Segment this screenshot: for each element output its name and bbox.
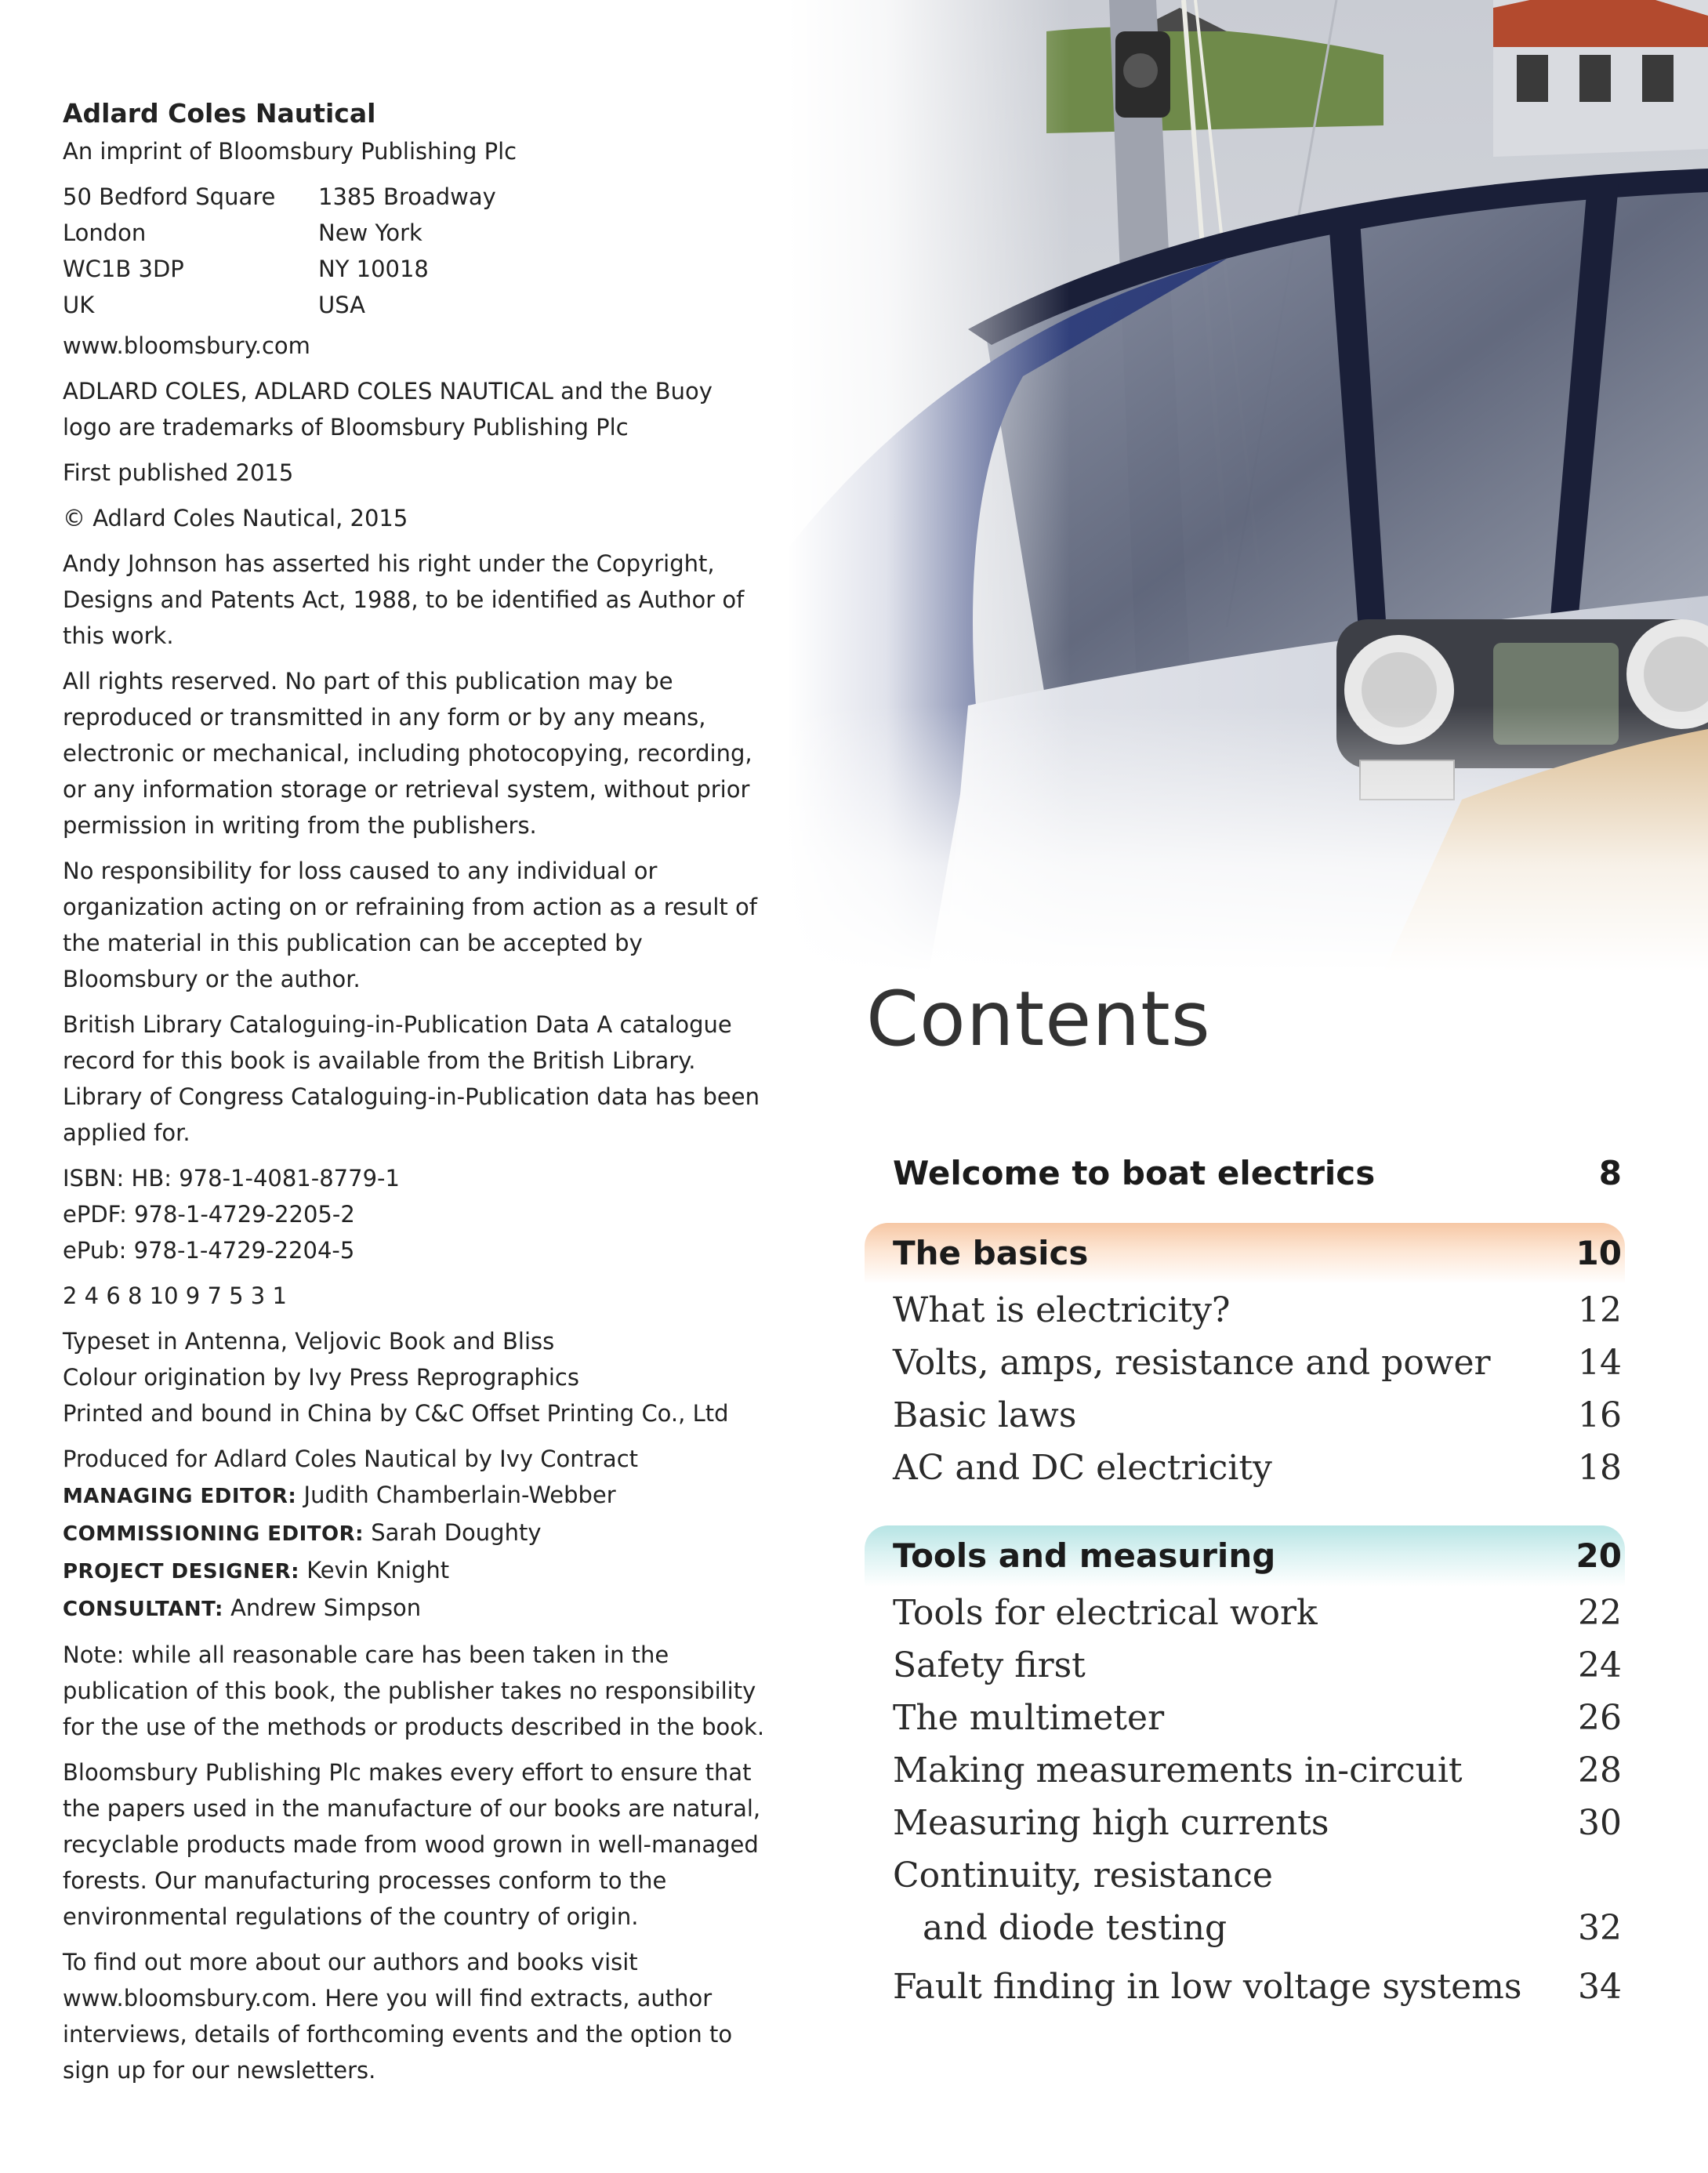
publisher-name: Adlard Coles Nautical xyxy=(63,98,376,129)
toc-entry-title: Tools for electrical work xyxy=(893,1593,1318,1633)
copyright: © Adlard Coles Nautical, 2015 xyxy=(63,505,408,531)
credit-name: Judith Chamberlain-Webber xyxy=(303,1482,616,1508)
address-line: 1385 Broadway xyxy=(318,183,496,210)
contents-title: Contents xyxy=(866,975,1211,1063)
address-line: WC1B 3DP xyxy=(63,256,184,282)
production-line: Printed and bound in China by C&C Offset Printing Co., Ltd xyxy=(63,1400,729,1427)
boat-cockpit-photo xyxy=(788,0,1708,972)
imprint-page xyxy=(63,94,768,2098)
find-out-more: To find out more about our authors and books visit www.bloomsbury.com. Here you will find extracts, author interviews, details of forthcoming events and the option to sign up for our newsletters. xyxy=(63,1949,733,2084)
address-us xyxy=(318,179,574,323)
toc-page-number: 10 xyxy=(1576,1234,1622,1272)
toc-page-number: 32 xyxy=(1578,1908,1622,1948)
address-line: NY 10018 xyxy=(318,256,429,282)
toc-page-number: 16 xyxy=(1578,1395,1622,1435)
toc-entry[interactable] xyxy=(865,1389,1625,1442)
credit-line xyxy=(63,1552,768,1590)
toc-page-number: 8 xyxy=(1598,1154,1622,1192)
toc-entry-title: Fault finding in low voltage systems xyxy=(893,1967,1522,2007)
toc-entry[interactable] xyxy=(865,1587,1625,1639)
production-line: Typeset in Antenna, Veljovic Book and Bliss xyxy=(63,1328,555,1355)
table-of-contents xyxy=(865,1143,1625,2013)
toc-entry-title: What is electricity? xyxy=(893,1290,1231,1330)
production-block xyxy=(63,1323,768,1431)
disclaimer-note: Note: while all reasonable care has been taken in the publication of this book, the publisher takes no responsibility for the use of the methods or products described in the book. xyxy=(63,1642,765,1740)
credit-line xyxy=(63,1590,768,1627)
isbn-line: ISBN: HB: 978-1-4081-8779-1 xyxy=(63,1165,400,1192)
toc-entry-title: Making measurements in-circuit xyxy=(893,1750,1463,1790)
toc-entry-title: Measuring high currents xyxy=(893,1803,1329,1843)
author-assertion: Andy Johnson has asserted his right under the Copyright, Designs and Patents Act, 1988, to be identified as Author of this work. xyxy=(63,550,745,649)
toc-entry-title: Volts, amps, resistance and power xyxy=(893,1343,1491,1383)
trademarks: ADLARD COLES, ADLARD COLES NAUTICAL and the Buoy logo are trademarks of Bloomsbury Publishing Plc xyxy=(63,378,713,441)
address-line: New York xyxy=(318,219,422,246)
toc-entry[interactable] xyxy=(865,1284,1625,1337)
isbn-line: ePub: 978-1-4729-2204-5 xyxy=(63,1237,355,1264)
toc-section-tools[interactable] xyxy=(865,1525,1625,1587)
toc-page-number: 18 xyxy=(1578,1448,1622,1488)
toc-entry-title: AC and DC electricity xyxy=(893,1448,1272,1488)
credit-role: PROJECT DESIGNER: xyxy=(63,1560,300,1583)
credits-block xyxy=(63,1441,768,1627)
environment-statement: Bloomsbury Publishing Plc makes every effort to ensure that the papers used in the manufacture of our books are natural, recyclable products made from wood grown in well-managed forests. Our manufacturing processes conform to the environmental regulations of the country of origin. xyxy=(63,1759,761,1930)
toc-section-basics[interactable] xyxy=(865,1223,1625,1284)
address-line: USA xyxy=(318,292,366,318)
print-line: 2 4 6 8 10 9 7 5 3 1 xyxy=(63,1282,287,1309)
credit-line xyxy=(63,1515,768,1552)
toc-entry[interactable] xyxy=(865,1442,1625,1494)
credit-name: Kevin Knight xyxy=(306,1557,450,1583)
first-published: First published 2015 xyxy=(63,459,294,486)
credit-name: Andrew Simpson xyxy=(230,1594,422,1621)
address-line: UK xyxy=(63,292,95,318)
addresses xyxy=(63,179,768,323)
address-line: London xyxy=(63,219,147,246)
toc-section-title: Tools and measuring xyxy=(893,1536,1276,1575)
toc-entry[interactable] xyxy=(865,1744,1625,1797)
toc-entry-title: Basic laws xyxy=(893,1395,1077,1435)
toc-page-number: 24 xyxy=(1578,1645,1622,1685)
toc-section-title: Welcome to boat electrics xyxy=(893,1154,1376,1192)
toc-page-number: 28 xyxy=(1578,1750,1622,1790)
toc-entry[interactable] xyxy=(865,1961,1625,2013)
toc-page-number: 34 xyxy=(1578,1967,1622,2007)
responsibility: No responsibility for loss caused to any individual or organization acting on or refraining from action as a result of the material in this publication can be accepted by Bloomsbury or the author. xyxy=(63,858,757,992)
toc-entry-title: The multimeter xyxy=(893,1698,1165,1738)
toc-page-number: 26 xyxy=(1578,1698,1622,1738)
toc-page-number: 22 xyxy=(1578,1593,1622,1633)
toc-entry[interactable] xyxy=(865,1797,1625,1849)
toc-entry[interactable] xyxy=(865,1639,1625,1692)
credit-name: Sarah Doughty xyxy=(371,1519,542,1546)
credit-line xyxy=(63,1477,768,1515)
cataloguing-data: British Library Cataloguing-in-Publication Data A catalogue record for this book is available from the British Library. Library of Congress Cataloguing-in-Publication data has been applied for. xyxy=(63,1011,760,1146)
toc-page-number: 20 xyxy=(1576,1536,1622,1575)
toc-section-welcome[interactable] xyxy=(865,1143,1625,1204)
toc-entry[interactable] xyxy=(865,1849,1625,1954)
imprint-of: An imprint of Bloomsbury Publishing Plc xyxy=(63,138,517,165)
produced-for: Produced for Adlard Coles Nautical by Ivy Contract xyxy=(63,1446,639,1472)
rights-reserved: All rights reserved. No part of this publication may be reproduced or transmitted in any form or by any means, electronic or mechanical, including photocopying, recording, or any information storage or retrieval system, without prior permission in writing from the publishers. xyxy=(63,668,752,839)
toc-page-number: 12 xyxy=(1578,1290,1622,1330)
website: www.bloomsbury.com xyxy=(63,332,310,359)
toc-page-number: 30 xyxy=(1578,1803,1622,1843)
toc-entry-title xyxy=(893,1849,1273,1954)
toc-page-number: 14 xyxy=(1578,1343,1622,1383)
address-line: 50 Bedford Square xyxy=(63,183,276,210)
isbn-block xyxy=(63,1160,768,1268)
credit-role: CONSULTANT: xyxy=(63,1598,223,1621)
credit-role: MANAGING EDITOR: xyxy=(63,1485,297,1508)
credit-role: COMMISSIONING EDITOR: xyxy=(63,1522,364,1546)
toc-entry-title-line: Continuity, resistance xyxy=(893,1856,1273,1895)
toc-entry-title: Safety first xyxy=(893,1645,1086,1685)
isbn-line: ePDF: 978-1-4729-2205-2 xyxy=(63,1201,355,1228)
production-line: Colour origination by Ivy Press Reprographics xyxy=(63,1364,579,1391)
toc-entry[interactable] xyxy=(865,1692,1625,1744)
toc-section-title: The basics xyxy=(893,1234,1089,1272)
toc-entry[interactable] xyxy=(865,1337,1625,1389)
address-uk xyxy=(63,179,318,323)
toc-entry-title-line: and diode testing xyxy=(923,1908,1228,1948)
